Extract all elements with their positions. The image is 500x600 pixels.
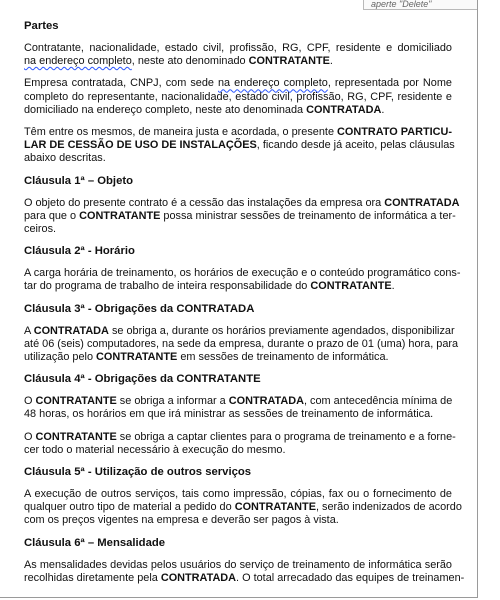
clause-5-heading: Cláusula 5ª - Utilização de outros serviços — [24, 466, 252, 479]
paragraph-contratada: Empresa contratada, CNPJ, com sede na endereço completo, representada por Nome completo do representante, nacionalidade, estado civil, profissão, RG, CPF, residente e domiciliado na endereço completo, neste ato denominada CONTRATADA. — [24, 77, 452, 116]
paragraph-preamble: Têm entre os mesmos, de maneira justa e acordada, o presente CONTRATO PARTICU- LAR DE CESSÃO DE USO DE INSTALAÇÕES, ficando desde já aceito, pelas cláusulas abaixo descritas. — [24, 126, 455, 165]
partes-heading: Partes — [24, 20, 59, 32]
spellcheck-underlined-text: na endereço completo — [218, 77, 328, 90]
clause-1-heading: Cláusula 1ª – Objeto — [24, 174, 134, 187]
paragraph-contratante: Contratante, nacionalidade, estado civil, profissão, RG, CPF, residente e domiciliado na endereço completo, neste ato denominado CONTRATANTE. — [24, 42, 452, 68]
spellcheck-underlined-text: na endereço completo — [24, 55, 132, 68]
clause-3-text: A CONTRATADA se obriga a, durante os horários previamente agendados, disponibilizar até 06 (seis) computadores, na sede da empresa, durante o prazo de 01 (uma) hora, para utilização pelo CONTRATANTE em sessões de treinamento de informática. — [24, 324, 459, 364]
clause-1-text: O objeto do presente contrato é a cessão das instalações da empresa ora CONTRATADA para que o CONTRATANTE possa ministrar sessões de treinamento de informática a ter- ceiros. — [24, 196, 460, 236]
clause-3-heading: Cláusula 3ª - Obrigações da CONTRATADA — [24, 302, 255, 315]
clause-2-heading: Cláusula 2ª - Horário — [24, 245, 135, 258]
clause-4-text-a: O CONTRATANTE se obriga a informar a CONTRATADA, com antecedência mínima de 48 horas, os horários em que irá ministrar as sessões de treinamento de informática. — [24, 395, 453, 421]
clause-4-heading: Cláusula 4ª - Obrigações da CONTRATANTE — [24, 373, 261, 386]
contract-body — [24, 20, 465, 594]
clause-6-heading: Cláusula 6ª – Mensalidade — [24, 536, 166, 549]
clause-4-text-b: O CONTRATANTE se obriga a captar clientes para o programa de treinamento e a forne- cer todo o material necessário à execução do mesmo. — [24, 430, 456, 456]
clause-6-text: As mensalidades devidas pelos usuários do serviço de treinamento de informática serão recolhidas diretamente pela CONTRATADA. O total arrecadado das equipes de treinamen- — [24, 558, 465, 584]
delete-hint-box: aperte "Delete" — [363, 0, 478, 10]
clause-5-text: A execução de outros serviços, tais como impressão, cópias, fax ou o fornecimento de qualquer outro tipo de material a pedido do CONTRATANTE, serão indenizados de acordo com os preços vigentes na empresa e deverão ser pagos à vista. — [24, 488, 462, 527]
clause-2-text: A carga horária de treinamento, os horários de execução e o conteúdo programático cons- tar do programa de trabalho de inteira responsabilidade do CONTRATANTE. — [24, 267, 461, 293]
